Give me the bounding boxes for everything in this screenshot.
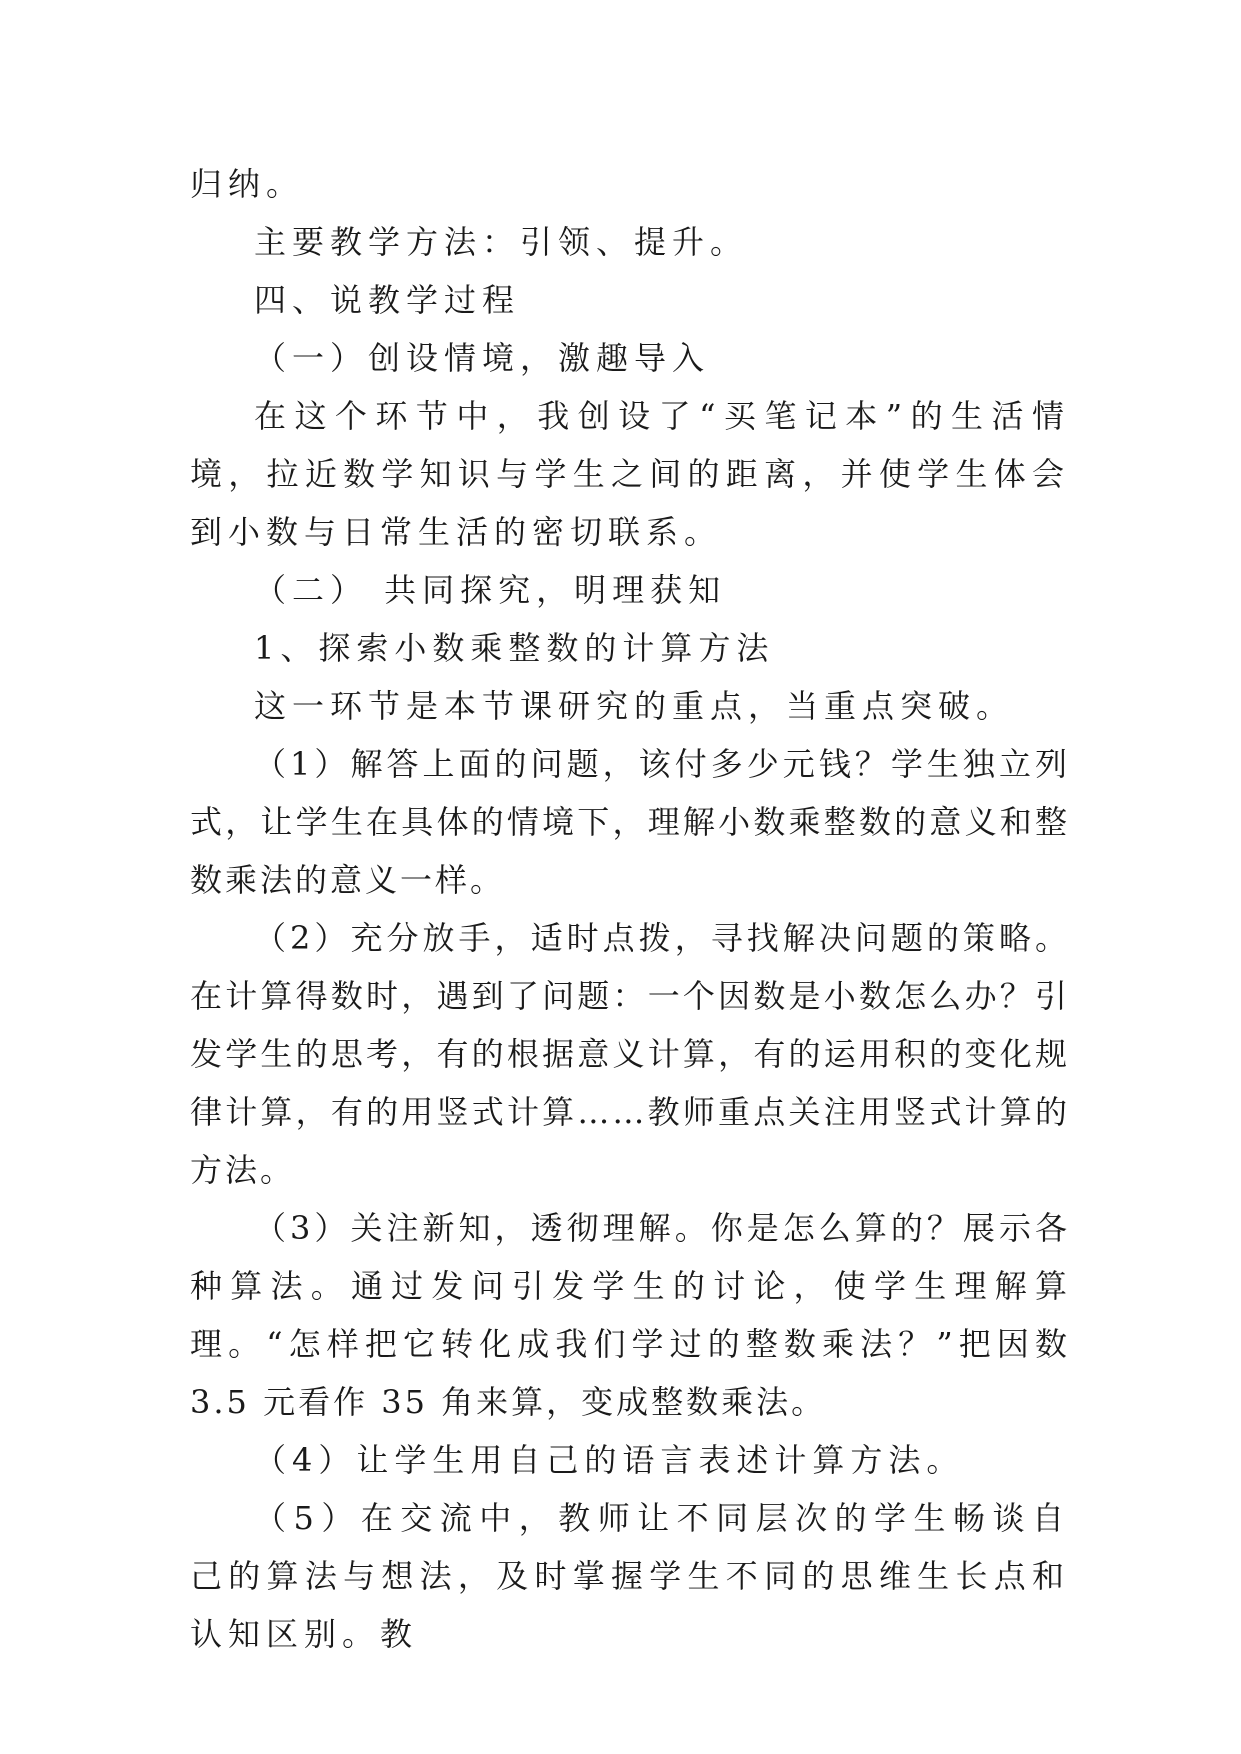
subheading-explore-method: 1、探索小数乘整数的计算方法 (254, 629, 775, 667)
paragraph-step-3: （3）关注新知，透彻理解。你是怎么算的？展示各种算法。通过发问引发学生的讨论，使学生理解算理。“怎样把它转化成我们学过的整数乘法？”把因数 3.5 元看作 35 角来算，变成整数乘法。 (190, 1209, 1070, 1421)
paragraph-step-5: （5）在交流中，教师让不同层次的学生畅谈自己的算法与想法，及时掌握学生不同的思维生长点和认知区别。教 (190, 1499, 1070, 1653)
paragraph-step-4: （4）让学生用自己的语言表述计算方法。 (254, 1441, 965, 1479)
section-heading-teaching-process: 四、说教学过程 (254, 281, 521, 319)
paragraph-step-2: （2）充分放手，适时点拨，寻找解决问题的策略。在计算得数时，遇到了问题：一个因数是小数怎么办？引发学生的思考，有的根据意义计算，有的运用积的变化规律计算，有的用竖式计算……教师重点关注用竖式计算的方法。 (190, 919, 1070, 1189)
paragraph-step-1: （1）解答上面的问题，该付多少元钱？学生独立列式，让学生在具体的情境下，理解小数乘整数的意义和整数乘法的意义一样。 (190, 745, 1070, 899)
subheading-create-scenario: （一）创设情境，激趣导入 (254, 339, 711, 377)
paragraph-summary-end: 归纳。 (190, 165, 305, 203)
paragraph-teaching-methods: 主要教学方法：引领、提升。 (254, 223, 749, 261)
subheading-explore-together: （二） 共同探究，明理获知 (254, 571, 727, 609)
paragraph-key-point: 这一环节是本节课研究的重点，当重点突破。 (254, 687, 1015, 725)
paragraph-scenario: 在这个环节中，我创设了“买笔记本”的生活情境，拉近数学知识与学生之间的距离，并使学生体会到小数与日常生活的密切联系。 (190, 397, 1070, 551)
document-body (190, 155, 1070, 1663)
